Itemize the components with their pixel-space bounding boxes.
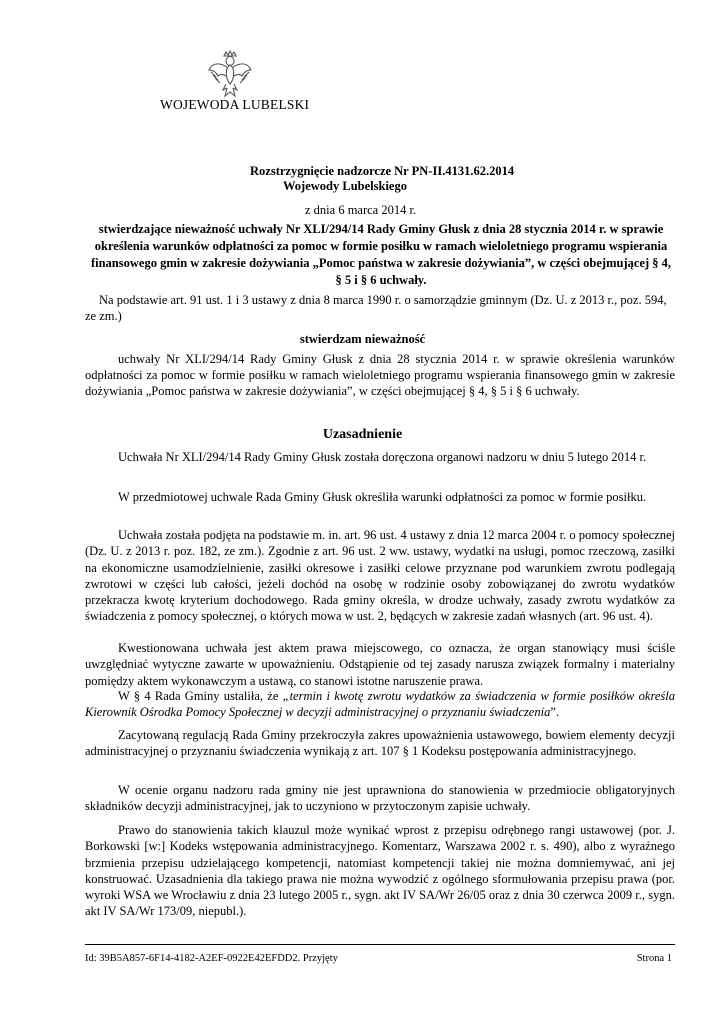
- page-number: Strona 1: [636, 953, 672, 964]
- document-issuer: Wojewody Lubelskiego: [283, 179, 407, 193]
- paragraph-5-lead: W § 4 Rada Gminy ustaliła, że: [118, 689, 283, 703]
- document-id: Id: 39B5A857-6F14-4182-A2EF-0922E42EFDD2. Przyjęty: [85, 953, 338, 964]
- document-title: Rozstrzygnięcie nadzorcze Nr PN-II.4131.62.2014: [250, 164, 515, 178]
- footer-divider: [85, 944, 675, 945]
- authority-name: WOJEWODA LUBELSKI: [160, 97, 310, 112]
- paragraph-5-tail: ”.: [550, 705, 560, 720]
- decision-heading: stwierdzam nieważność: [299, 332, 426, 346]
- paragraph-8: Prawo do stanowienia takich klauzul może wynikać wprost z przepisu odrębnego rangi ustawowej (por. J. Borkowski [w:] Kodeks wstępowania administracyjnego. Komentarz, Warszawa 2002 r. s. 490), albo z wyraźnego brzmienia przepisu udzielającego kompetencji, natomiast kompetencji takiej nie można domniemywać, ani jej konstruować. Uzasadnienia dla takiego prawa nie można wywodzić z ogólnego sformułowania przepisu prawa (por. wyroki WSA we Wrocławiu z dnia 23 lutego 2005 r., sygn. akt IV SA/Wr 26/05 oraz z dnia 30 czerwca 2009 r., sygn. akt IV SA/Wr 173/09, niepubl.).: [85, 823, 675, 919]
- paragraph-6: Zacytowaną regulacją Rada Gminy przekroczyła zakres upoważnienia ustawowego, bowiem elementy decyzji administracyjnej o przyznaniu świadczenia wynikają z art. 107 § 1 Kodeksu postępowania administracyjnego.: [85, 728, 675, 759]
- legal-basis: Na podstawie art. 91 ust. 1 i 3 ustawy z dnia 8 marca 1990 r. o samorządzie gminnym (Dz. U. z 2013 r., poz. 594, ze zm.): [85, 293, 667, 323]
- paragraph-5: [85, 688, 675, 721]
- eagle-emblem-icon: [207, 50, 253, 100]
- paragraph-5-quote: „termin i kwotę zwrotu wydatków za świadczenia w formie posiłków określa Kierownik Ośrodka Pomocy Społecznej w decyzji administracyjnej o przyznaniu świadczenia: [85, 689, 675, 720]
- paragraph-2: W przedmiotowej uchwale Rada Gminy Głusk określiła warunki odpłatności za pomoc w formie posiłku.: [118, 490, 647, 504]
- paragraph-4: Kwestionowana uchwała jest aktem prawa miejscowego, co oznacza, że organ stanowiący musi ściśle uwzględniać wytyczne zawarte w upoważnieniu. Odstąpienie od tej zasady narusza związek formalny i materialny pomiędzy aktem wykonawczym a ustawą, co stanowi istotne naruszenie prawa.: [85, 641, 675, 688]
- paragraph-3: Uchwała została podjęta na podstawie m. in. art. 96 ust. 4 ustawy z dnia 12 marca 2004 r. o pomocy społecznej (Dz. U. z 2013 r. poz. 182, ze zm.). Zgodnie z art. 96 ust. 2 ww. ustawy, wydatki na usługi, pomoc rzeczową, zasiłki na ekonomiczne usamodzielnienie, zasiłki okresowe i zasiłki celowe przyznane pod warunkiem zwrotu podlegają zwrotowi w części lub całości, jeżeli dochód na osobę w rodzinie osoby zobowiązanej do zwrotu wydatków przekracza kwotę kryterium dochodowego. Rada gminy określa, w drodze uchwały, zasady zwrotu wydatków za świadczenia z pomocy społecznej, o których mowa w ust. 2, będących w zakresie zadań własnych (art. 96 ust. 4).: [85, 528, 675, 624]
- document-date: z dnia 6 marca 2014 r.: [305, 203, 417, 217]
- document-subject: stwierdzające nieważność uchwały Nr XLI/294/14 Rady Gminy Głusk z dnia 28 stycznia 2014 r. w sprawie określenia warunków odpłatności za pomoc w formie posiłku w ramach wieloletniego programu wspierania finansowego gmin w zakresie dożywiania „Pomoc państwa w zakresie dożywiania”, w części obejmującej § 4, § 5 i § 6 uchwały.: [90, 222, 672, 287]
- justification-heading: Uzasadnienie: [322, 427, 403, 442]
- paragraph-7: W ocenie organu nadzoru rada gminy nie jest uprawniona do stanowienia w przedmiocie obligatoryjnych składników decyzji administracyjnej, jak to uczyniono w przytoczonym zapisie uchwały.: [85, 783, 675, 814]
- paragraph-1: Uchwała Nr XLI/294/14 Rady Gminy Głusk została doręczona organowi nadzoru w dniu 5 lutego 2014 r.: [118, 450, 647, 464]
- decision-text: uchwały Nr XLI/294/14 Rady Gminy Głusk z dnia 28 stycznia 2014 r. w sprawie określenia warunków odpłatności za pomoc w formie posiłku w ramach wieloletniego programu wspierania finansowego gmin w zakresie dożywiania „Pomoc państwa w zakresie dożywiania”, w części obejmującej § 4, § 5 i § 6 uchwały.: [85, 352, 675, 398]
